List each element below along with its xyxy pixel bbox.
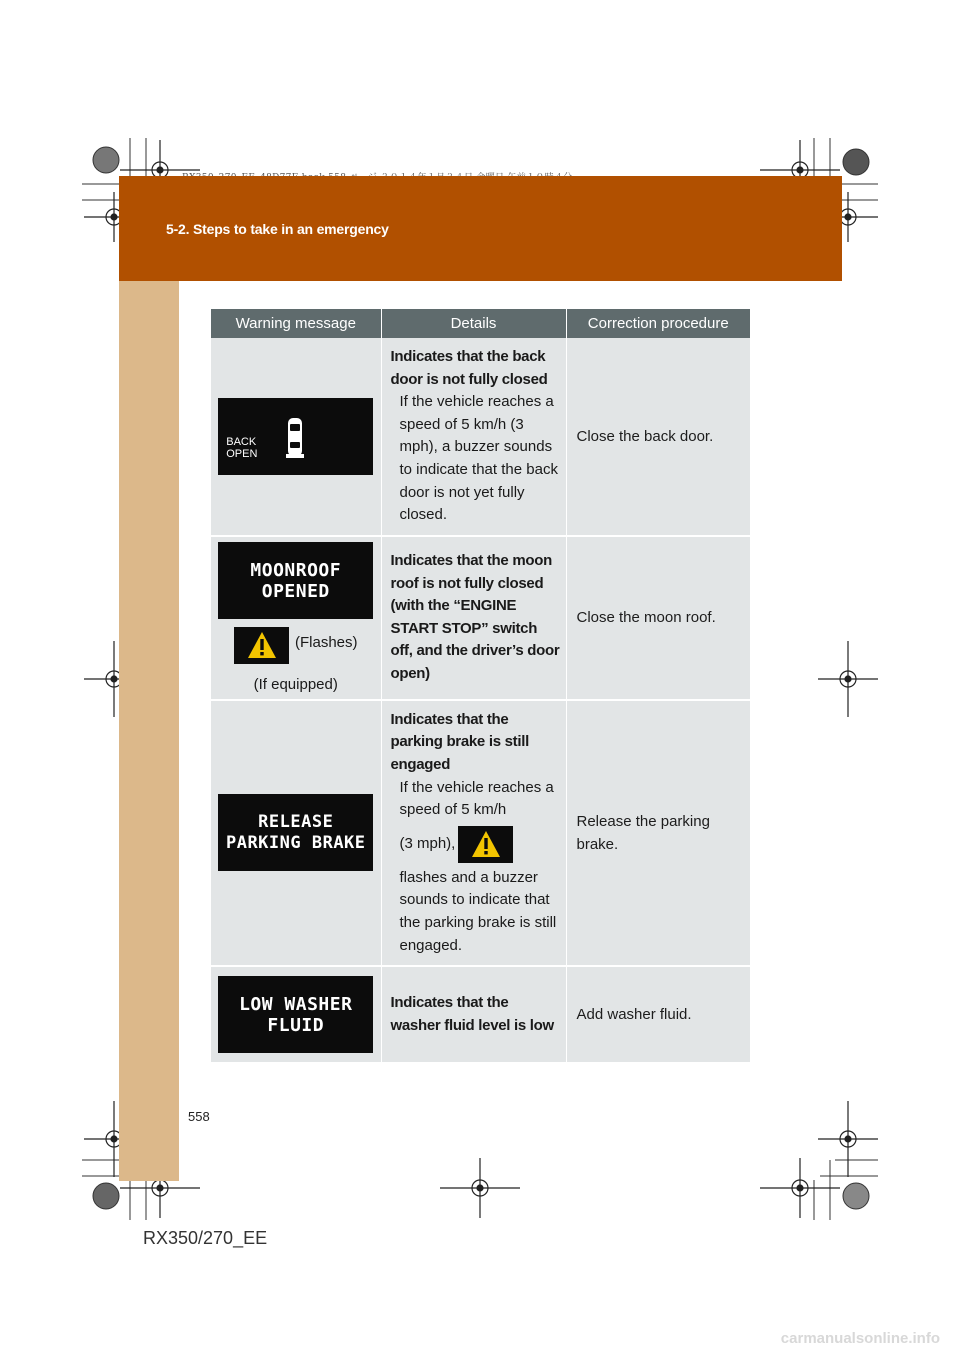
page-number: 558 (188, 1109, 210, 1124)
details-cell (381, 338, 566, 536)
watermark: carmanualsonline.info (780, 1330, 940, 1347)
table-row (211, 536, 750, 700)
warning-triangle-icon (470, 829, 502, 859)
release-parking-brake-text: RELEASE PARKING BRAKE (225, 811, 366, 853)
warning-display-cell (211, 338, 381, 536)
master-warning-icon-box (458, 826, 513, 863)
correction-cell: Close the moon roof. (566, 536, 750, 700)
column-header-correction: Correction procedure (566, 309, 750, 338)
warning-triangle-icon (246, 630, 278, 660)
low-washer-fluid-display (218, 976, 373, 1053)
column-header-warning: Warning message (211, 309, 381, 338)
release-parking-brake-display (218, 794, 373, 871)
details-body-part-1: If the vehicle reaches a speed of 5 km/h (399, 778, 554, 819)
table-row (211, 966, 750, 1063)
warning-display-cell (211, 700, 381, 966)
details-body-part-2: (3 mph), (399, 834, 456, 852)
details-heading: Indicates that the moon roof is not fully closed (with the “ENGINE START STOP” switch off, and the driver’s door open) (390, 551, 560, 682)
table-row (211, 700, 750, 966)
low-washer-fluid-text: LOW WASHER FLUID (239, 993, 353, 1036)
details-cell (381, 700, 566, 966)
if-equipped-label: (If equipped) (253, 676, 338, 694)
correction-cell: Release the parking brake. (566, 700, 750, 966)
column-header-details: Details (381, 309, 566, 338)
back-open-text: BACK OPEN (226, 435, 258, 460)
details-heading: Indicates that the back door is not fully closed (390, 348, 548, 388)
details-cell (381, 966, 566, 1063)
moonroof-opened-display (218, 542, 373, 619)
details-body: If the vehicle reaches a speed of 5 km/h (3 mph), a buzzer sounds to indicate that the back door is not yet fully closed. (399, 393, 558, 524)
moonroof-opened-text: MOONROOF OPENED (250, 559, 342, 602)
section-title: 5-2. Steps to take in an emergency (166, 221, 389, 237)
table-row (211, 338, 750, 536)
details-heading: Indicates that the washer fluid level is low (390, 994, 554, 1034)
details-heading: Indicates that the parking brake is still engaged (390, 710, 529, 773)
back-open-display (218, 398, 373, 475)
side-tab-band (119, 281, 179, 1181)
correction-cell: Close the back door. (566, 338, 750, 536)
open-back-door-car-icon (286, 416, 304, 460)
warning-display-cell (211, 536, 381, 700)
warning-display-cell (211, 966, 381, 1063)
warning-message-table (211, 309, 750, 1064)
correction-cell: Add washer fluid. (566, 966, 750, 1063)
details-cell (381, 536, 566, 700)
master-warning-icon-box (234, 627, 289, 664)
model-code: RX350/270_EE (143, 1228, 268, 1248)
details-body-part-3: flashes and a buzzer sounds to indicate that the parking brake is still engaged. (399, 868, 557, 954)
table-header-row (211, 309, 750, 338)
flashes-label: (Flashes) (294, 634, 358, 652)
